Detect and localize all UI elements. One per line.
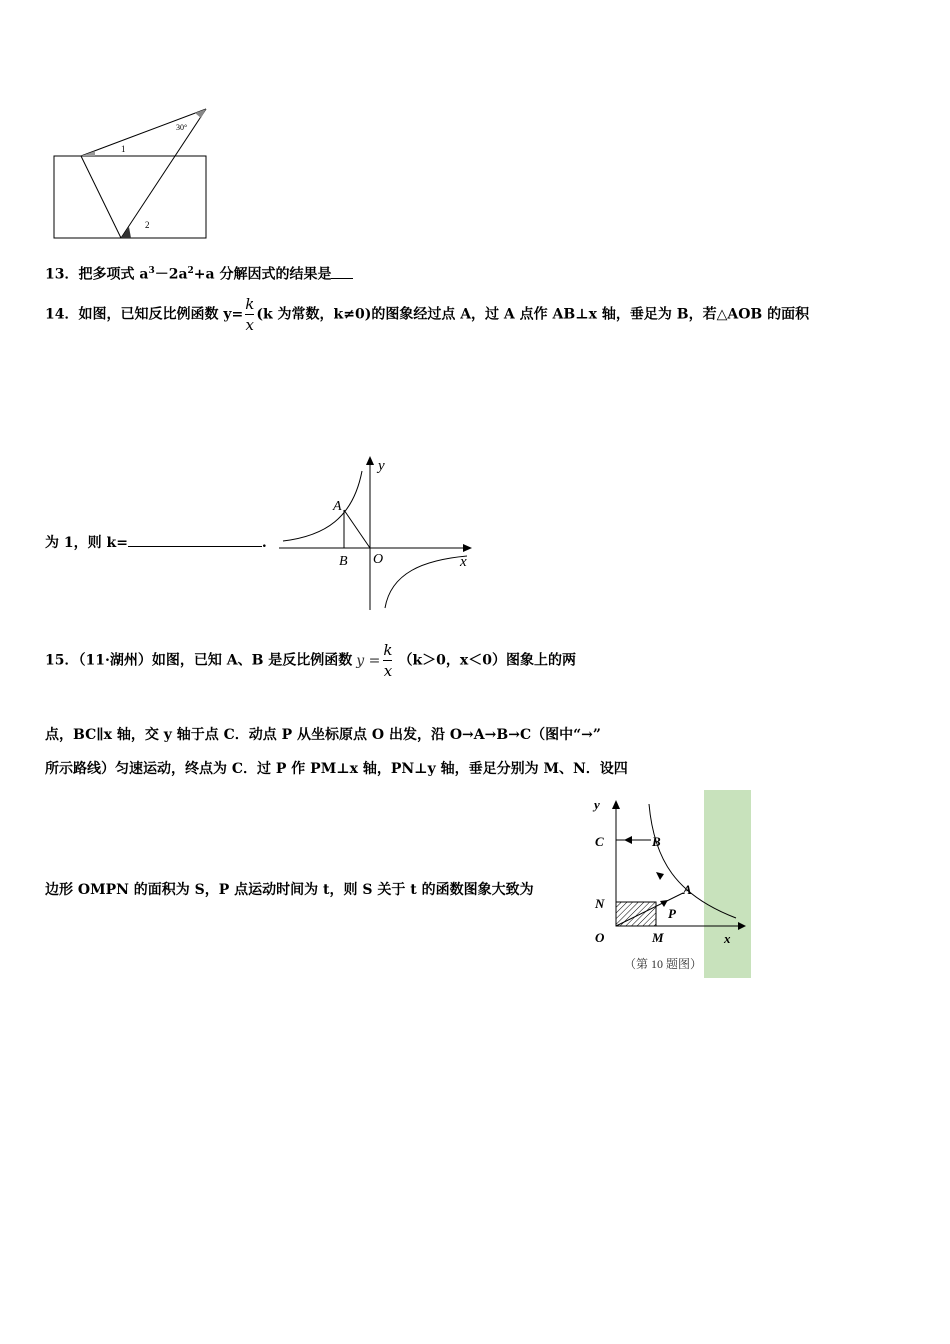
q12-triangle-side-2 xyxy=(121,109,206,238)
q15-label-P: P xyxy=(668,906,676,921)
q15-line-2: 点，BC∥x 轴，交 y 轴于点 C．动点 P 从坐标原点 O 出发，沿 O→A→B→C（图中“→” xyxy=(45,727,601,743)
q14-line-2 xyxy=(45,532,267,552)
q14-label-y: y xyxy=(378,458,385,474)
q14-label-O: O xyxy=(373,552,384,567)
q12-figure xyxy=(45,100,220,245)
q15-text-a: 15．（11·湖州）如图，已知 A、B 是反比例函数 xyxy=(45,652,353,669)
q14-text-b: (k 为常数，k≠0)的图象经过点 A，过 A 点作 AB⊥x 轴，垂足为 B，若△AOB 的面积 xyxy=(256,306,810,323)
q14-frac-den: x xyxy=(245,316,255,334)
q14-text-a: 14．如图，已知反比例函数 y= xyxy=(45,306,244,323)
q13-text-b: －2a xyxy=(154,266,188,283)
q12-angle-label: 30° xyxy=(176,123,188,132)
q14-segment-AO xyxy=(344,510,370,548)
q15-label-O: O xyxy=(595,930,605,945)
q15-figure xyxy=(586,790,751,978)
q14-tail: . xyxy=(261,535,267,551)
q14-frac-num: k xyxy=(245,295,255,313)
q14-y-axis-arrow xyxy=(366,456,374,465)
q14-figure xyxy=(275,448,480,613)
q15-label-C: C xyxy=(595,834,604,849)
q14-curve-right xyxy=(385,556,467,608)
q15-fraction xyxy=(383,640,392,681)
q15-shaded-region xyxy=(616,902,656,926)
q13-text-a: 13．把多项式 a xyxy=(45,266,149,283)
q14-answer-blank xyxy=(128,532,262,547)
q14-fraction xyxy=(245,294,254,335)
q14-label-B: B xyxy=(339,554,348,569)
q15-frac-den: x xyxy=(383,662,393,680)
q15-line-4: 边形 OMPN 的面积为 S，P 点运动时间为 t，则 S 关于 t 的函数图象大致为 xyxy=(45,882,534,898)
q13-sup-2: 2 xyxy=(187,266,194,276)
q14-x-axis-arrow xyxy=(463,544,472,552)
question-13 xyxy=(45,262,353,284)
q13-sup-1: 3 xyxy=(148,266,155,276)
q15-frac-num: k xyxy=(383,641,393,659)
q15-label-N: N xyxy=(595,896,605,911)
q14-label-A: A xyxy=(333,499,342,514)
q15-text-b: （k＞0，x＜0）图象上的两 xyxy=(398,652,576,669)
q13-text-c: +a 分解因式的结果是 xyxy=(193,266,332,283)
q12-angle-mark-top xyxy=(195,109,206,118)
q15-label-B: B xyxy=(652,834,661,849)
question-15 xyxy=(45,640,576,690)
q15-caption: （第 10 题图） xyxy=(624,957,703,971)
q12-triangle-side-1 xyxy=(81,109,206,156)
q14-label-x: x xyxy=(460,554,467,570)
q12-label-1: 1 xyxy=(121,144,126,154)
question-14 xyxy=(45,294,809,335)
q15-label-A: A xyxy=(683,882,692,897)
q12-rectangle xyxy=(54,156,206,238)
q15-label-x: x xyxy=(724,931,731,946)
q13-answer-blank xyxy=(331,264,353,279)
q15-line-3: 所示路线）匀速运动，终点为 C．过 P 作 PM⊥x 轴，PN⊥y 轴，垂足分别为 M、N．设四 xyxy=(45,761,628,777)
q12-label-2: 2 xyxy=(145,220,150,230)
q14-line2-text: 为 1，则 k= xyxy=(45,535,128,551)
q14-curve-left xyxy=(283,471,362,541)
q15-frac-lhs: y = xyxy=(356,652,381,669)
q12-angle-mark-2 xyxy=(121,227,131,238)
q15-label-y: y xyxy=(594,797,600,812)
q15-label-M: M xyxy=(652,930,664,945)
q12-triangle-side-3 xyxy=(81,156,121,238)
